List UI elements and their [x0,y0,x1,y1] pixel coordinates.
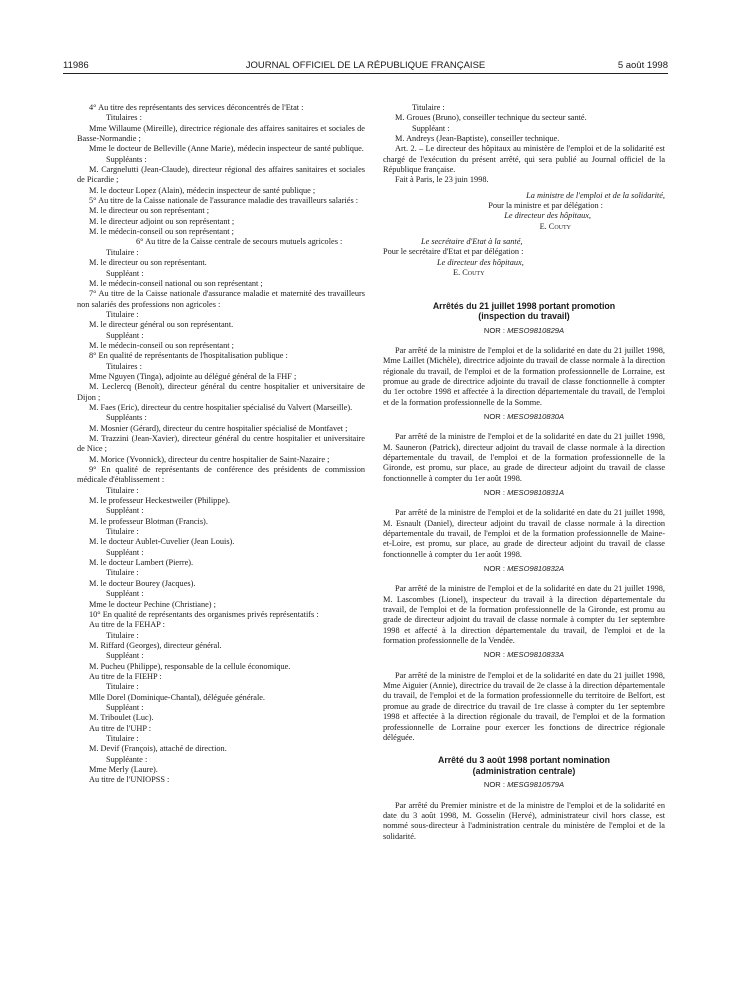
left-line: Suppléant : [106,547,144,557]
section-heading-nomination: Arrêté du 3 août 1998 portant nomination (administration centrale) [437,755,611,776]
left-line: Suppléant : [106,506,144,516]
signature-1-line1: La ministre de l'emploi et de la solidarité, [526,190,665,200]
left-line: Mme le docteur de Belleville (Anne Marie), médecin inspecteur de santé publique. [89,144,364,154]
left-line: 10° En qualité de représentants des organismes privés représentatifs : [89,609,319,619]
left-line: M. le directeur ou son représentant ; [89,206,210,216]
left-line: M. Leclercq (Benoît), directeur général du centre hospitalier et universitaire de Dijon ; [77,382,365,402]
promotion-text: Par arrêté de la ministre de l'emploi et de la solidarité en date du 21 juillet 1998, Mme Laillet (Michèle), directrice adjointe du travail de classe normale à la direction régionale du travail, de l'emploi et de la formation professionnelle de Lorraine, est promue au grade de directrice adjointe du travail de classe fonctionnelle à compter du 1er octobre 1998 et affectée à la direction départementale du travail, de l'emploi et de la formation professionnelle de la Somme. [383,345,665,407]
left-line: M. le docteur Lopez (Alain), médecin inspecteur de santé publique ; [89,185,316,195]
signature-1-line2: Pour la ministre et par délégation : [488,201,603,211]
left-line: M. le médecin-conseil ou son représentant ; [89,227,234,237]
left-line: 7° Au titre de la Caisse nationale d'assurance maladie et maternité des travailleurs non salariés des professions non agricoles : [77,289,365,309]
section-heading-promotion: Arrêtés du 21 juillet 1998 portant promotion (inspection du travail) [432,300,616,321]
left-line: Titulaire : [106,527,139,537]
left-line: Titulaire : [106,630,139,640]
right-line: M. Groues (Bruno), conseiller technique du secteur santé. [395,113,587,123]
left-line: 9° En qualité de représentants de conférence des présidents de commission médicale d'établissement : [77,465,365,485]
nor-reference: NOR : MESO9810830A [483,411,565,421]
left-line: M. Pucheu (Philippe), responsable de la cellule économique. [89,661,291,671]
right-line: Art. 2. – Le directeur des hôpitaux au ministère de l'emploi et de la solidarité est chargé de l'exécution du présent arrêté, qui sera publié au Journal officiel de la République française. [383,144,665,175]
left-line: Suppléant : [106,702,144,712]
left-line: Titulaire : [106,309,139,319]
right-line: M. Andreys (Jean-Baptiste), conseiller technique. [395,134,560,144]
signature-1-line3: Le directeur des hôpitaux, [504,211,591,221]
promotion-text: Par arrêté de la ministre de l'emploi et de la solidarité en date du 21 juillet 1998, M. Lascombes (Lionel), inspecteur du travail à la direction départementale du travail, de l'emploi et de la formation professionnelle de la Gironde, est promu au grade de directeur adjoint du travail de classe normale à compter du 1er septembre 1998 et affecté à la direction départementale du travail, de l'emploi et de la formation professionnelle de la Vendée. [383,584,665,646]
journal-title: JOURNAL OFFICIEL DE LA RÉPUBLIQUE FRANÇAISE [245,60,486,71]
left-line: Suppléant : [106,330,144,340]
left-line: 5° Au titre de la Caisse nationale de l'assurance maladie des travailleurs salariés : [89,196,359,206]
left-line: M. Morice (Yvonnick), directeur du centre hospitalier de Saint-Nazaire ; [89,454,330,464]
left-line: M. Mosnier (Gérard), directeur du centre hospitalier spécialisé de Montfavet ; [89,423,348,433]
left-line: Au titre de l'UNIOPSS : [89,775,170,785]
signature-2-line2: Pour le secrétaire d'Etat et par délégation : [383,247,524,257]
right-column [383,103,665,842]
left-line: Suppléant : [106,268,144,278]
right-line: Titulaire : [412,103,445,112]
left-line: 6° Au titre de la Caisse centrale de secours mutuels agricoles : [136,237,343,247]
left-line: M. le docteur Aublet-Cuvelier (Jean Louis). [89,537,235,547]
left-line: Au titre de l'UHP : [89,723,152,733]
page-header [63,60,668,72]
left-line: Mme Nguyen (Tinga), adjointe au délégué général de la FHF ; [89,371,297,381]
left-line: Suppléants : [106,154,147,164]
left-line: M. le directeur adjoint ou son représentant ; [89,216,235,226]
right-top-list [383,103,665,186]
left-line: M. Riffard (Georges), directeur général. [89,640,222,650]
issue-date: 5 août 1998 [617,60,668,71]
left-line: M. le docteur Bourey (Jacques). [89,578,196,588]
nomination-text: Par arrêté du Premier ministre et de la ministre de l'emploi et de la solidarité en date du 3 août 1998, M. Gosselin (Hervé), administrateur civil hors classe, est nommé sous-directeur à l'administration centrale du ministère de l'emploi et de la solidarité. [383,800,665,841]
header-rule [63,73,668,74]
left-line: M. le directeur général ou son représentant. [89,320,234,330]
left-line: M. le directeur ou son représentant. [89,258,207,268]
signature-2-line1: Le secrétaire d'Etat à la santé, [421,237,523,247]
left-line: Titulaire : [106,247,139,257]
left-line: Titulaire : [106,682,139,692]
left-line: M. Trazzini (Jean-Xavier), directeur général du centre hospitalier et universitaire de Nice ; [77,434,365,454]
nor-reference: NOR : MESO9810831A [483,487,565,497]
left-line: Suppléante : [106,754,148,764]
nor-reference: NOR : MESG9810579A [483,780,565,790]
signature-1-name: E. Couty [539,221,571,231]
nor-reference: NOR : MESO9810829A [483,325,565,335]
left-line: Titulaire : [106,733,139,743]
left-line: M. le médecin-conseil national ou son représentant ; [89,278,263,288]
left-line: Mlle Dorel (Dominique-Chantal), déléguée générale. [89,692,266,702]
signature-2-name: E. Couty [453,268,485,278]
promotion-text: Par arrêté de la ministre de l'emploi et de la solidarité en date du 21 juillet 1998, Mme Aiguier (Annie), directrice du travail de 2e classe à la direction départementale du travail, de l'emploi et de la formation professionnelle du territoire de Belfort, est promue au grade de directrice du travail de 1re classe à compter du 1er septembre 1998 et affectée à la direction régionale du travail, de l'emploi et de la formation professionnelle de Lorraine pour exercer les fonctions de directrice régionale déléguée. [383,670,665,742]
left-column [77,103,365,786]
left-line: Suppléant : [106,589,144,599]
left-line: M. le professeur Heckestweiler (Philippe). [89,496,231,506]
left-line: Suppléants : [106,413,147,423]
left-line: Suppléant : [106,651,144,661]
left-line: M. le professeur Blotman (Francis). [89,516,208,526]
signature-2-line3: Le directeur des hôpitaux, [437,257,524,267]
left-line: 8° En qualité de représentants de l'hospitalisation publique : [89,351,288,361]
left-line: M. Triboulet (Luc). [89,713,154,723]
left-line: Mme Willaume (Mireille), directrice régionale des affaires sanitaires et sociales de Basse-Normandie ; [77,123,365,144]
right-line: Fait à Paris, le 23 juin 1998. [395,175,489,185]
page-number: 11986 [63,60,89,71]
nor-reference: NOR : MESO9810833A [483,650,565,660]
left-line: Titulaires : [106,361,142,371]
left-line: Au titre de la FIEHP : [89,671,162,681]
promotion-entries [383,326,665,744]
left-line: M. le docteur Lambert (Pierre). [89,558,194,568]
nor-reference: NOR : MESO9810832A [483,564,565,574]
right-line: Suppléant : [412,123,450,133]
left-line: Mme Merly (Laure). [89,765,158,774]
left-line: Titulaire : [106,485,139,495]
promotion-text: Par arrêté de la ministre de l'emploi et de la solidarité en date du 21 juillet 1998, M. Esnault (Daniel), directeur adjoint du travail de classe normale à la direction départementale du travail, de l'emploi et de la formation professionnelle de Maine-et-Loire, est promu, sur place, au grade de directeur adjoint du travail de classe fonctionnelle à compter du 1er août 1998. [383,508,665,559]
left-line: Titulaires : [106,113,142,123]
left-line: M. Cargnelutti (Jean-Claude), directeur régional des affaires sanitaires et sociales de Picardie ; [77,165,365,185]
promotion-text: Par arrêté de la ministre de l'emploi et de la solidarité en date du 21 juillet 1998, M. Sauneron (Patrick), directeur adjoint du travail de classe normale à la direction départementale du travail, de l'emploi et de la formation professionnelle de la Gironde, est promu, sur place, au grade de directeur adjoint du travail de classe fonctionnelle à compter du 1er août 1998. [383,432,665,483]
left-line: Mme le docteur Pechine (Christiane) ; [89,599,216,609]
left-line: M. Faes (Eric), directeur du centre hospitalier spécialisé du Valvert (Marseille). [89,402,353,412]
left-line: Titulaire : [106,568,139,578]
left-line: 4° Au titre des représentants des services déconcentrés de l'Etat : [89,103,304,112]
left-line: Au titre de la FEHAP : [89,620,165,630]
left-line: M. le médecin-conseil ou son représentant ; [89,340,234,350]
left-line: M. Devif (François), attaché de direction. [89,744,227,754]
